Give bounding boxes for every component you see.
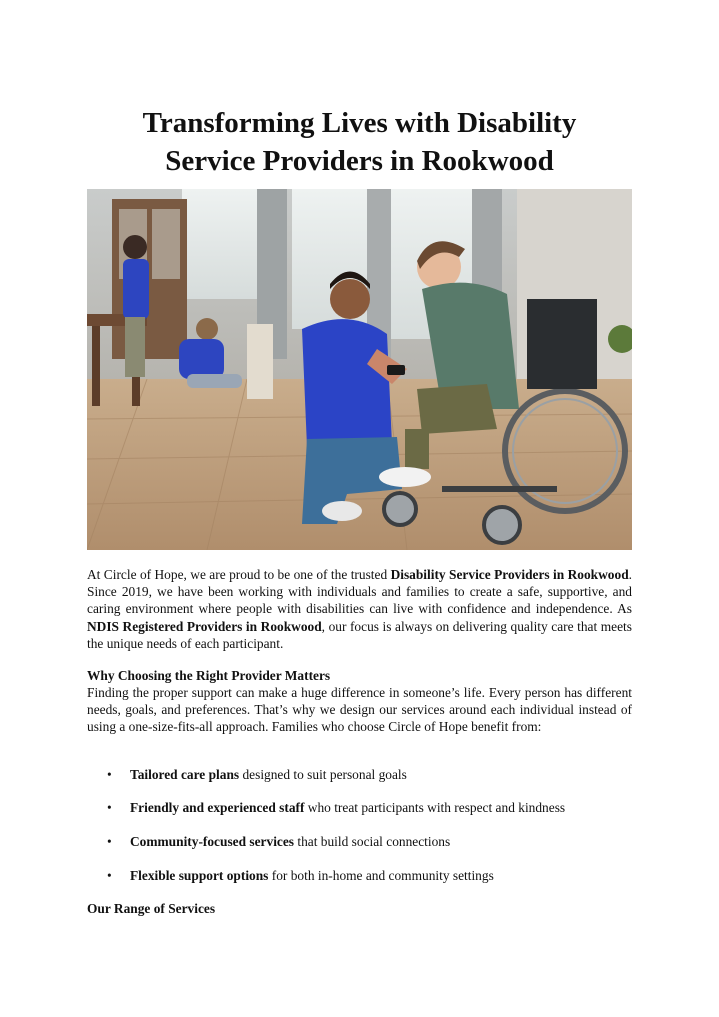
why-heading: Why Choosing the Right Provider Matters — [87, 668, 331, 683]
bullet-rest: for both in-home and community settings — [268, 868, 494, 883]
bullet-icon: • — [107, 834, 112, 849]
page-title — [60, 104, 659, 180]
bullet-icon: • — [107, 800, 112, 815]
bullet-rest: that build social connections — [294, 834, 451, 849]
bullet-rest: designed to suit personal goals — [239, 767, 407, 782]
intro-text-1: At Circle of Hope, we are proud to be one of the trusted — [87, 567, 391, 582]
title-line-1: Transforming Lives with Disability — [142, 107, 577, 139]
bullet-icon: • — [107, 767, 112, 782]
intro-text-3: , our focus is always on delivering quality care that meets the unique needs of each participant. — [87, 618, 632, 651]
bullet-bold: Tailored care plans — [130, 767, 240, 782]
intro-text-2: . Since 2019, we have been working with individuals and families to create a safe, supportive, and caring environment where people with disabilities can live with confidence and independence. As — [87, 567, 632, 617]
bullet-bold: Friendly and experienced staff — [130, 800, 305, 815]
intro-paragraph — [87, 566, 632, 652]
bullet-bold: Community-focused services — [130, 834, 295, 849]
intro-bold-2: NDIS Registered Providers in Rookwood — [87, 618, 322, 634]
bullet-icon: • — [107, 868, 112, 883]
hero-photo — [87, 189, 632, 550]
range-heading: Our Range of Services — [87, 901, 216, 916]
title-line-2: Service Providers in Rookwood — [165, 145, 554, 177]
bullet-rest: who treat participants with respect and kindness — [304, 800, 566, 815]
why-paragraph: Finding the proper support can make a huge difference in someone’s life. Every person has different needs, goals, and preferences. That’s why we design our services around each individual instead of using a one-size-fits-all approach. Families who choose Circle of Hope benefit from: — [87, 685, 632, 735]
intro-bold-1: Disability Service Providers in Rookwood — [390, 567, 629, 582]
bullet-bold: Flexible support options — [130, 868, 269, 883]
